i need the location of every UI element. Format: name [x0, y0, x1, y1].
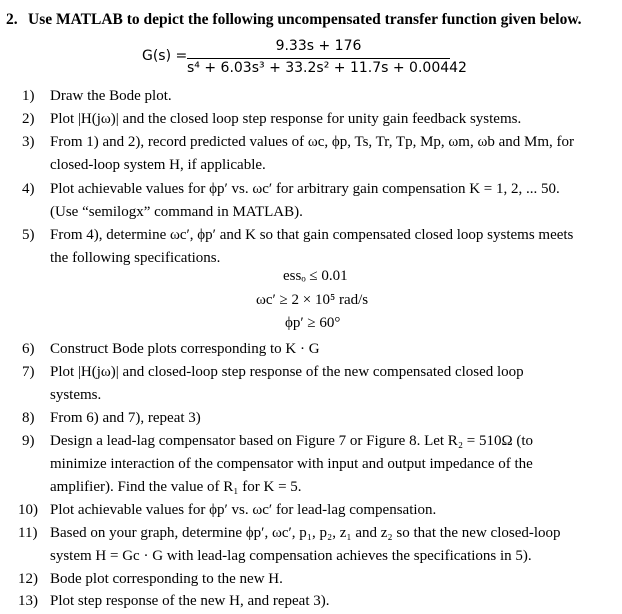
- spec-crossover-frequency: ωc′ ≥ 2 × 10⁵ rad/s: [256, 292, 369, 308]
- problem-title: Use MATLAB to depict the following uncompensated transfer function given below.: [28, 11, 582, 28]
- spec-steady-state-error: essₒ ≤ 0.01: [283, 268, 348, 284]
- problem-document: 2. Use MATLAB to depict the following uncompensated transfer function given below. G(s) = 9.33s + 176 s⁴ + 6.03s³ + 33.2s² + 11.7s + 0.00442 1) Draw the Bode plot. 2) Plot |H(jω)| and the closed loop step response for unity gain feedback systems. 3) From 1) and 2), record predicted values of ωc, ϕp, Ts, Tr, Tp, Mp, ωm, ωb and Mm, for closed-loop system H, if applicable. 4) Plot achievable values for ϕp′ vs. ωc′ for arbitrary gain compensation K = 1, 2, ... 50. (Use “semilogx” command in MATLAB). 5) From 4), determine ωc′, ϕp′ and K so that gain compensated closed loop systems meets the following specifications. essₒ ≤ 0.01 ωc′ ≥ 2 × 10⁵ rad/s ϕp′ ≥ 60° 6) Construct Bode plots corresponding to K · G 7) Plot |H(jω)| and closed-loop step response of the new compensated closed loop systems. 8) From 6) and 7), repeat 3) 9) Design a lead-lag compensator based on Figure 7 or Figure 8. Let R₂ = 510Ω (to minimize interaction of the compensator with input and output impedance of the amplifier). Find the value of R₁ for K = 5. 10) Plot achievable values for ϕp′ vs. ωc′ for lead-lag compensation. 11) Based on your graph, determine ϕp′, ωc′, p₁, p₂, z₁ and z₂ so that the new closed-loop system H = Gc · G with lead-lag compensation achieves the specifications in 5). 12) Bode plot corresponding to the new H. 13) Plot step response of the new H, and repeat 3).: [6, 11, 582, 609]
- problem-number: 2.: [6, 11, 18, 28]
- transfer-function-lhs: G(s) =: [142, 48, 188, 64]
- transfer-function-numerator: 9.33s + 176: [275, 38, 362, 54]
- transfer-function-denominator: s⁴ + 6.03s³ + 33.2s² + 11.7s + 0.00442: [187, 60, 467, 76]
- spec-phase-margin: ϕp′ ≥ 60°: [285, 315, 341, 331]
- problem-heading: [6, 11, 582, 29]
